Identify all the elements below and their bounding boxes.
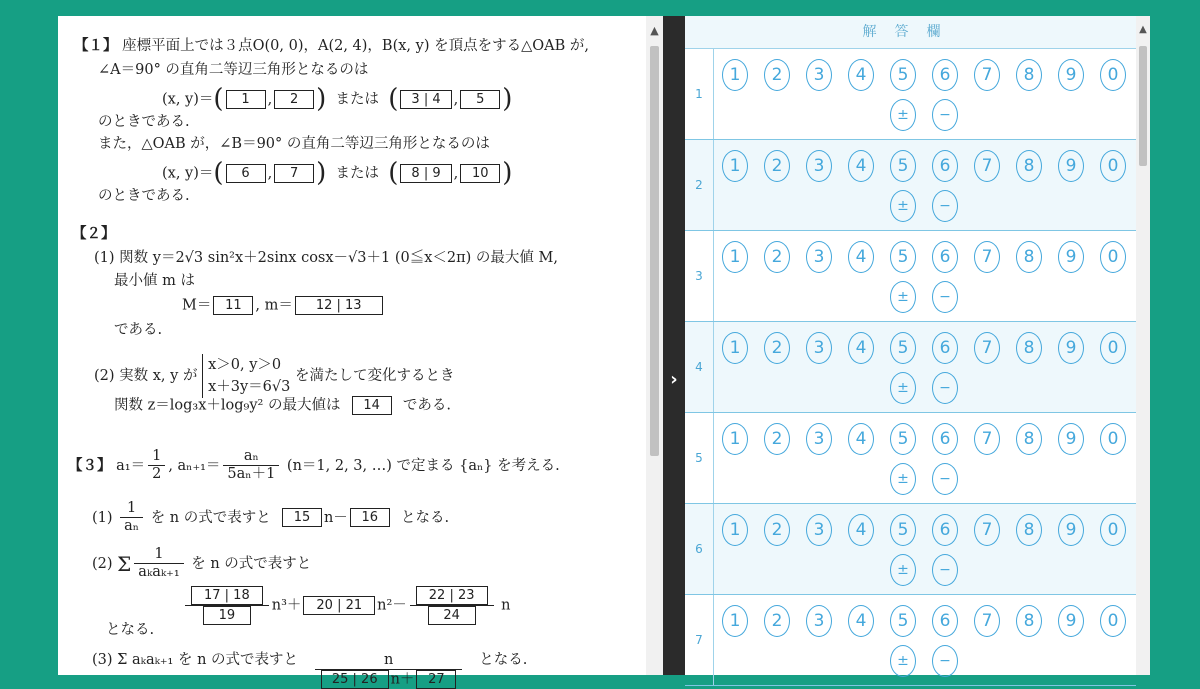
answer-bubble-8[interactable]: 8 (1016, 241, 1042, 273)
q1-line5: また，△OAB が，∠B＝90° の直角二等辺三角形となるのは (98, 136, 490, 152)
n-squared: n²－ (377, 597, 407, 614)
n-tail: n (501, 597, 511, 614)
answer-bubble-6[interactable]: 6 (932, 59, 958, 91)
answer-box-8-9[interactable]: 8 | 9 (400, 164, 451, 183)
answer-bubble-minus[interactable]: − (932, 554, 958, 586)
answer-sheet-header: 解答欄 (685, 16, 1136, 49)
frac-den (315, 670, 463, 689)
answer-bubble-plusminus[interactable]: ± (890, 645, 916, 677)
paren: ( (388, 158, 399, 188)
answer-bubble-plusminus[interactable]: ± (890, 281, 916, 313)
max-label: M＝ (182, 297, 212, 314)
answer-box-27[interactable]: 27 (416, 670, 456, 689)
sigma: Σ (117, 551, 132, 576)
answer-bubble-2[interactable]: 2 (764, 423, 790, 455)
answer-bubble-0[interactable]: 0 (1100, 423, 1126, 455)
answer-bubble-plusminus[interactable]: ± (890, 190, 916, 222)
q1-line1 (74, 38, 589, 55)
answer-bubble-4[interactable]: 4 (848, 59, 874, 91)
answer-row-number: 3 (685, 231, 714, 321)
answer-bubble-8[interactable]: 8 (1016, 150, 1042, 182)
frac-sum (134, 546, 183, 582)
answer-bubble-8[interactable]: 8 (1016, 423, 1042, 455)
question-scrollbar[interactable] (646, 16, 663, 675)
q3-p1 (92, 500, 449, 536)
answer-bubble-2[interactable]: 2 (764, 150, 790, 182)
xy-label: (x, y)＝ (162, 165, 214, 182)
answer-bubble-plusminus[interactable]: ± (890, 463, 916, 495)
answer-scrollbar[interactable] (1136, 16, 1150, 675)
p2-label: (2) (92, 555, 113, 572)
n-plus: n＋ (390, 671, 415, 688)
sys-line-1: x＞0, y＞0 (208, 357, 282, 373)
answer-box-1[interactable]: 1 (226, 90, 266, 109)
p2-text-b: を満たして変化するとき (294, 368, 455, 384)
answer-bubble-3[interactable]: 3 (806, 423, 832, 455)
answer-bubble-6[interactable]: 6 (932, 423, 958, 455)
answer-bubble-1[interactable]: 1 (722, 332, 748, 364)
answer-bubble-4[interactable]: 4 (848, 150, 874, 182)
answer-bubble-4[interactable]: 4 (848, 423, 874, 455)
answer-box-22-23[interactable]: 22 | 23 (416, 586, 488, 605)
q3-p3 (92, 652, 527, 689)
answer-bubble-8[interactable]: 8 (1016, 332, 1042, 364)
cond-text: (n＝1, 2, 3, …) で定まる {aₙ} を考える. (286, 457, 560, 474)
p2-text: (2) 実数 x, y が (94, 368, 198, 384)
answer-bubble-0[interactable]: 0 (1100, 605, 1126, 637)
q3-line1 (68, 448, 560, 484)
answer-bubble-9[interactable]: 9 (1058, 241, 1084, 273)
scroll-up-arrow-icon[interactable]: ▲ (1139, 24, 1147, 35)
answer-bubble-minus[interactable]: − (932, 372, 958, 404)
answer-bubble-7[interactable]: 7 (974, 150, 1000, 182)
or-text: または (335, 91, 380, 108)
frac-num (410, 586, 494, 606)
answer-bubble-plusminus[interactable]: ± (890, 554, 916, 586)
sys-line-2: x＋3y＝6√3 (208, 379, 291, 395)
answer-box-20-21[interactable]: 20 | 21 (303, 596, 375, 615)
p2-text: を n の式で表すと (191, 555, 312, 572)
frac-num: 1 (134, 546, 183, 564)
p1-end: となる. (401, 509, 450, 526)
q1-line4: のときである. (98, 114, 190, 130)
answer-bubble-1[interactable]: 1 (722, 423, 748, 455)
answer-bubble-1[interactable]: 1 (722, 150, 748, 182)
answer-bubble-plusminus[interactable]: ± (890, 99, 916, 131)
paren: ( (388, 84, 399, 114)
answer-bubble-2[interactable]: 2 (764, 332, 790, 364)
answer-box-17-18[interactable]: 17 | 18 (191, 586, 263, 605)
q2-p1a: (1) 関数 y＝2√3 sin²x＋2sinx cosx－√3＋1 (0≦x＜2π) の最大値 M, (94, 250, 558, 266)
answer-row (685, 322, 1136, 413)
p2d-text: である. (402, 397, 452, 414)
answer-bubble-minus[interactable]: − (932, 99, 958, 131)
answer-bubble-3[interactable]: 3 (806, 59, 832, 91)
answer-bubble-4[interactable]: 4 (848, 332, 874, 364)
q3-p2-answer (182, 586, 510, 625)
answer-bubble-minus[interactable]: − (932, 645, 958, 677)
a1-text: a₁＝ (116, 457, 146, 474)
answer-bubble-3[interactable]: 3 (806, 332, 832, 364)
answer-row (685, 504, 1136, 595)
p3-text: を n の式で表すと (177, 652, 299, 668)
answer-row-number: 5 (685, 413, 714, 503)
answer-bubble-9[interactable]: 9 (1058, 514, 1084, 546)
answer-bubble-3[interactable]: 3 (806, 241, 832, 273)
scroll-thumb[interactable] (650, 46, 659, 456)
answer-bubble-5[interactable]: 5 (890, 514, 916, 546)
answer-bubble-1[interactable]: 1 (722, 605, 748, 637)
q3-p2 (92, 546, 311, 582)
answer-bubble-0[interactable]: 0 (1100, 514, 1126, 546)
frac-answer-b (410, 586, 494, 625)
answer-bubble-7[interactable]: 7 (974, 59, 1000, 91)
answer-row-number: 2 (685, 140, 714, 230)
q1-line7: のときである. (98, 188, 190, 204)
answer-row (685, 413, 1136, 504)
answer-bubble-5[interactable]: 5 (890, 241, 916, 273)
frac-den: 5aₙ＋1 (227, 466, 276, 483)
answer-bubble-2[interactable]: 2 (764, 605, 790, 637)
answer-row-number: 4 (685, 322, 714, 412)
answer-bubble-0[interactable]: 0 (1100, 241, 1126, 273)
answer-row-number: 6 (685, 504, 714, 594)
answer-bubble-0[interactable]: 0 (1100, 59, 1126, 91)
answer-row-number: 7 (685, 595, 714, 685)
answer-box-2[interactable]: 2 (274, 90, 314, 109)
q3-p2-end: となる. (106, 622, 155, 638)
paren: ( (213, 158, 224, 188)
answer-bubble-minus[interactable]: − (932, 190, 958, 222)
answer-bubble-3[interactable]: 3 (806, 514, 832, 546)
answer-bubble-7[interactable]: 7 (974, 423, 1000, 455)
answer-bubble-6[interactable]: 6 (932, 605, 958, 637)
answer-bubble-9[interactable]: 9 (1058, 332, 1084, 364)
answer-bubble-5[interactable]: 5 (890, 59, 916, 91)
answer-bubble-9[interactable]: 9 (1058, 59, 1084, 91)
answer-bubble-8[interactable]: 8 (1016, 514, 1042, 546)
q1-line2: ∠A＝90° の直角二等辺三角形となるのは (98, 62, 369, 78)
answer-bubble-0[interactable]: 0 (1100, 332, 1126, 364)
q1-text: 座標平面上では３点O(0, 0)，A(2, 4)，B(x, y) を頂点をする△OAB が, (122, 38, 589, 54)
q3-label: 【３】 (68, 457, 112, 474)
answer-bubble-4[interactable]: 4 (848, 241, 874, 273)
answer-bubble-1[interactable]: 1 (722, 241, 748, 273)
paren: ) (316, 84, 327, 114)
answer-bubble-7[interactable]: 7 (974, 332, 1000, 364)
q2-p1b: 最小値 m は (114, 273, 195, 289)
min-label: , m＝ (255, 297, 293, 314)
answer-bubble-5[interactable]: 5 (890, 150, 916, 182)
scroll-thumb[interactable] (1139, 46, 1147, 166)
q2-label: 【２】 (72, 226, 116, 242)
n-minus: n－ (323, 509, 348, 526)
p3-end: となる. (479, 652, 528, 668)
n-cubed: n³＋ (271, 597, 302, 614)
paren: ) (502, 158, 513, 188)
answer-box-15[interactable]: 15 (282, 508, 322, 527)
q2-p2 (94, 354, 454, 398)
xy-label: (x, y)＝ (162, 91, 214, 108)
frac-num: n (315, 652, 463, 670)
answer-bubble-9[interactable]: 9 (1058, 605, 1084, 637)
answer-bubble-4[interactable]: 4 (848, 605, 874, 637)
q2-answer-line (182, 296, 385, 315)
q2-p2c (114, 396, 451, 415)
q1-label: 【１】 (74, 38, 118, 54)
answer-bubble-minus[interactable]: − (932, 281, 958, 313)
frac-den: aₖaₖ₊₁ (138, 564, 180, 581)
or-text: または (335, 165, 380, 182)
answer-bubble-7[interactable]: 7 (974, 241, 1000, 273)
answer-row-number: 1 (685, 49, 714, 139)
q1-answer-line-a: (x, y)＝( 1 , 2 ) または ( 3 | 4 , 5 ) (162, 84, 513, 114)
frac-num (185, 586, 269, 606)
answer-bubble-3[interactable]: 3 (806, 605, 832, 637)
p2c-text: 関数 z＝log₃x＋log₉y² の最大値は (114, 397, 341, 414)
answer-bubble-2[interactable]: 2 (764, 241, 790, 273)
frac-den (185, 606, 269, 625)
paren: ) (316, 158, 327, 188)
answer-bubble-7[interactable]: 7 (974, 605, 1000, 637)
frac-half (148, 448, 165, 484)
answer-bubble-1[interactable]: 1 (722, 59, 748, 91)
answer-box-3-4[interactable]: 3 | 4 (400, 90, 451, 109)
p1-text: を n の式で表すと (150, 509, 271, 526)
answer-bubble-7[interactable]: 7 (974, 514, 1000, 546)
frac-num: 1 (120, 500, 143, 518)
an1-text: , aₙ₊₁＝ (168, 457, 221, 474)
answer-bubble-1[interactable]: 1 (722, 514, 748, 546)
answer-bubble-8[interactable]: 8 (1016, 605, 1042, 637)
answer-box-19[interactable]: 19 (203, 606, 251, 625)
q2-dearu: である. (114, 322, 163, 338)
answer-bubble-2[interactable]: 2 (764, 59, 790, 91)
frac-den: aₙ (124, 518, 140, 535)
answer-bubble-6[interactable]: 6 (932, 150, 958, 182)
answer-box-12-13[interactable]: 12 | 13 (295, 296, 383, 315)
frac-den (410, 606, 494, 625)
answer-bubble-5[interactable]: 5 (890, 332, 916, 364)
answer-row (685, 231, 1136, 322)
answer-box-14[interactable]: 14 (352, 396, 392, 415)
chevron-right-icon[interactable]: › (670, 369, 678, 390)
frac-recurrence (223, 448, 279, 484)
answer-bubble-8[interactable]: 8 (1016, 59, 1042, 91)
frac-num: aₙ (223, 448, 279, 466)
answer-bubble-5[interactable]: 5 (890, 423, 916, 455)
equation-system (202, 354, 290, 398)
answer-row (685, 140, 1136, 231)
paren: ) (502, 84, 513, 114)
frac-inverse (120, 500, 143, 536)
answer-box-16[interactable]: 16 (350, 508, 390, 527)
answer-bubble-6[interactable]: 6 (932, 332, 958, 364)
answer-bubble-4[interactable]: 4 (848, 514, 874, 546)
answer-bubble-3[interactable]: 3 (806, 150, 832, 182)
answer-bubble-0[interactable]: 0 (1100, 150, 1126, 182)
scroll-up-arrow-icon[interactable]: ▲ (650, 24, 659, 37)
answer-box-11[interactable]: 11 (213, 296, 253, 315)
answer-bubble-5[interactable]: 5 (890, 605, 916, 637)
p3-label: (3) (92, 652, 113, 668)
answer-box-5[interactable]: 5 (460, 90, 500, 109)
frac-num: 1 (148, 448, 165, 466)
answer-box-25-26[interactable]: 25 | 26 (321, 670, 389, 689)
p1-label: (1) (92, 509, 113, 526)
sigma-2: Σ aₖaₖ₊₁ (117, 652, 174, 668)
frac-answer-a (185, 586, 269, 625)
answer-box-24[interactable]: 24 (428, 606, 476, 625)
question-document[interactable] (58, 16, 663, 688)
answer-bubble-9[interactable]: 9 (1058, 423, 1084, 455)
answer-sheet (685, 16, 1136, 675)
frac-answer-c (315, 652, 463, 689)
answer-box-10[interactable]: 10 (460, 164, 500, 183)
paren: ( (213, 84, 224, 114)
answer-bubble-9[interactable]: 9 (1058, 150, 1084, 182)
answer-bubble-2[interactable]: 2 (764, 514, 790, 546)
answer-box-6[interactable]: 6 (226, 164, 266, 183)
answer-box-7[interactable]: 7 (274, 164, 314, 183)
answer-bubble-minus[interactable]: − (932, 463, 958, 495)
frac-den: 2 (152, 466, 162, 483)
answer-bubble-6[interactable]: 6 (932, 241, 958, 273)
pane-divider[interactable] (663, 16, 685, 675)
answer-bubble-plusminus[interactable]: ± (890, 372, 916, 404)
answer-bubble-6[interactable]: 6 (932, 514, 958, 546)
answer-row (685, 595, 1136, 686)
answer-row (685, 49, 1136, 140)
q1-answer-line-b: (x, y)＝( 6 , 7 ) または ( 8 | 9 , 10 ) (162, 158, 513, 188)
